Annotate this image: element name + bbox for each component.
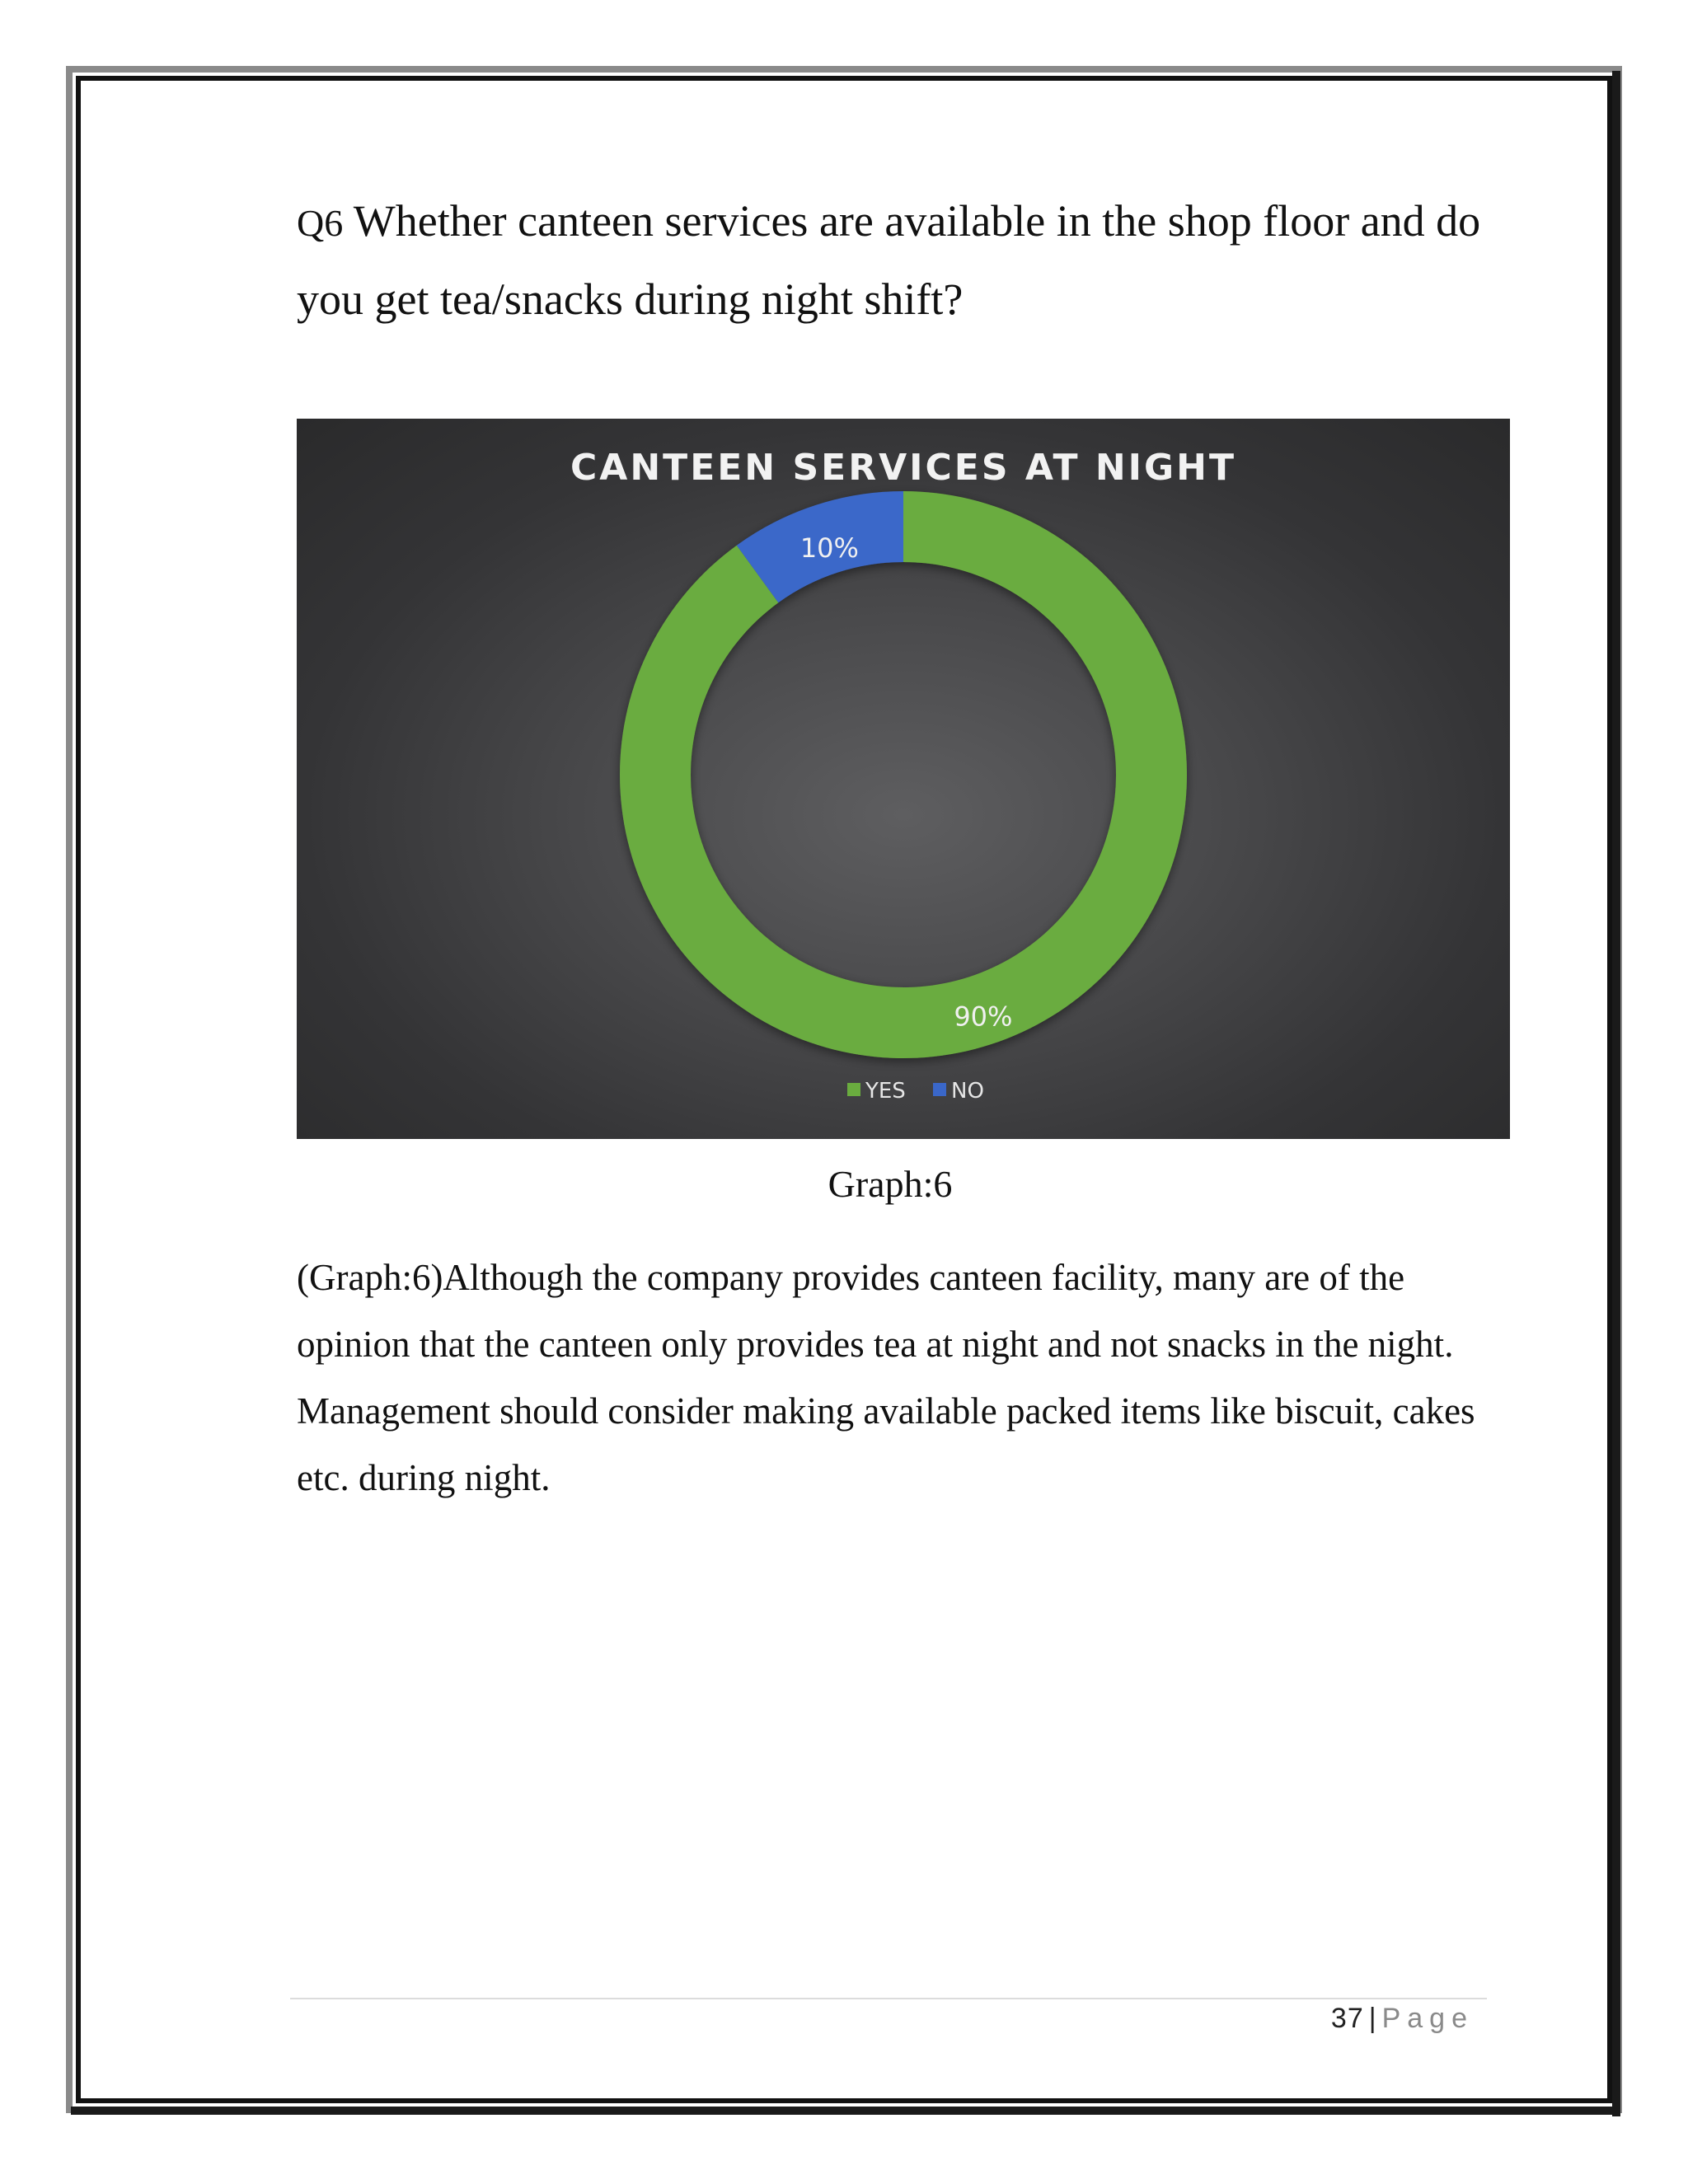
question-text: Whether canteen services are available in the shop floor and do you get tea/snacks during night shift?: [297, 196, 1481, 324]
legend-swatch-yes: [847, 1083, 860, 1096]
donut-chart-svg: [297, 419, 1510, 1139]
page-number: 37: [1330, 2003, 1364, 2034]
page-word: Page: [1381, 2003, 1474, 2034]
chart-title: CANTEEN SERVICES AT NIGHT: [570, 447, 1236, 489]
data-label-no: 10%: [799, 532, 859, 565]
question-number: Q6: [297, 202, 344, 244]
legend-label-no: NO: [951, 1079, 984, 1104]
legend-label-yes: YES: [865, 1079, 906, 1104]
footer-separator: |: [1368, 2003, 1377, 2034]
graph-description: (Graph:6)Although the company provides canteen facility, many are of the opinion that the canteen only provides tea at night and not snacks in the night. Management should consider making available packed items like biscuit, cakes etc. during night.: [297, 1257, 1475, 1498]
slice-yes: [620, 491, 1187, 1058]
footer-divider: [290, 1998, 1487, 1999]
data-label-yes: 90%: [954, 1001, 1013, 1033]
legend-swatch-no: [933, 1083, 946, 1096]
chart-legend: [847, 1079, 984, 1104]
graph-caption: Graph:6: [828, 1163, 953, 1205]
page-border-shadow-right: [1612, 71, 1620, 2116]
page-border-shadow-bottom: [71, 2107, 1620, 2115]
donut-chart: [297, 419, 1510, 1139]
page-footer: [1331, 2003, 1474, 2035]
question-heading: [297, 183, 1492, 337]
